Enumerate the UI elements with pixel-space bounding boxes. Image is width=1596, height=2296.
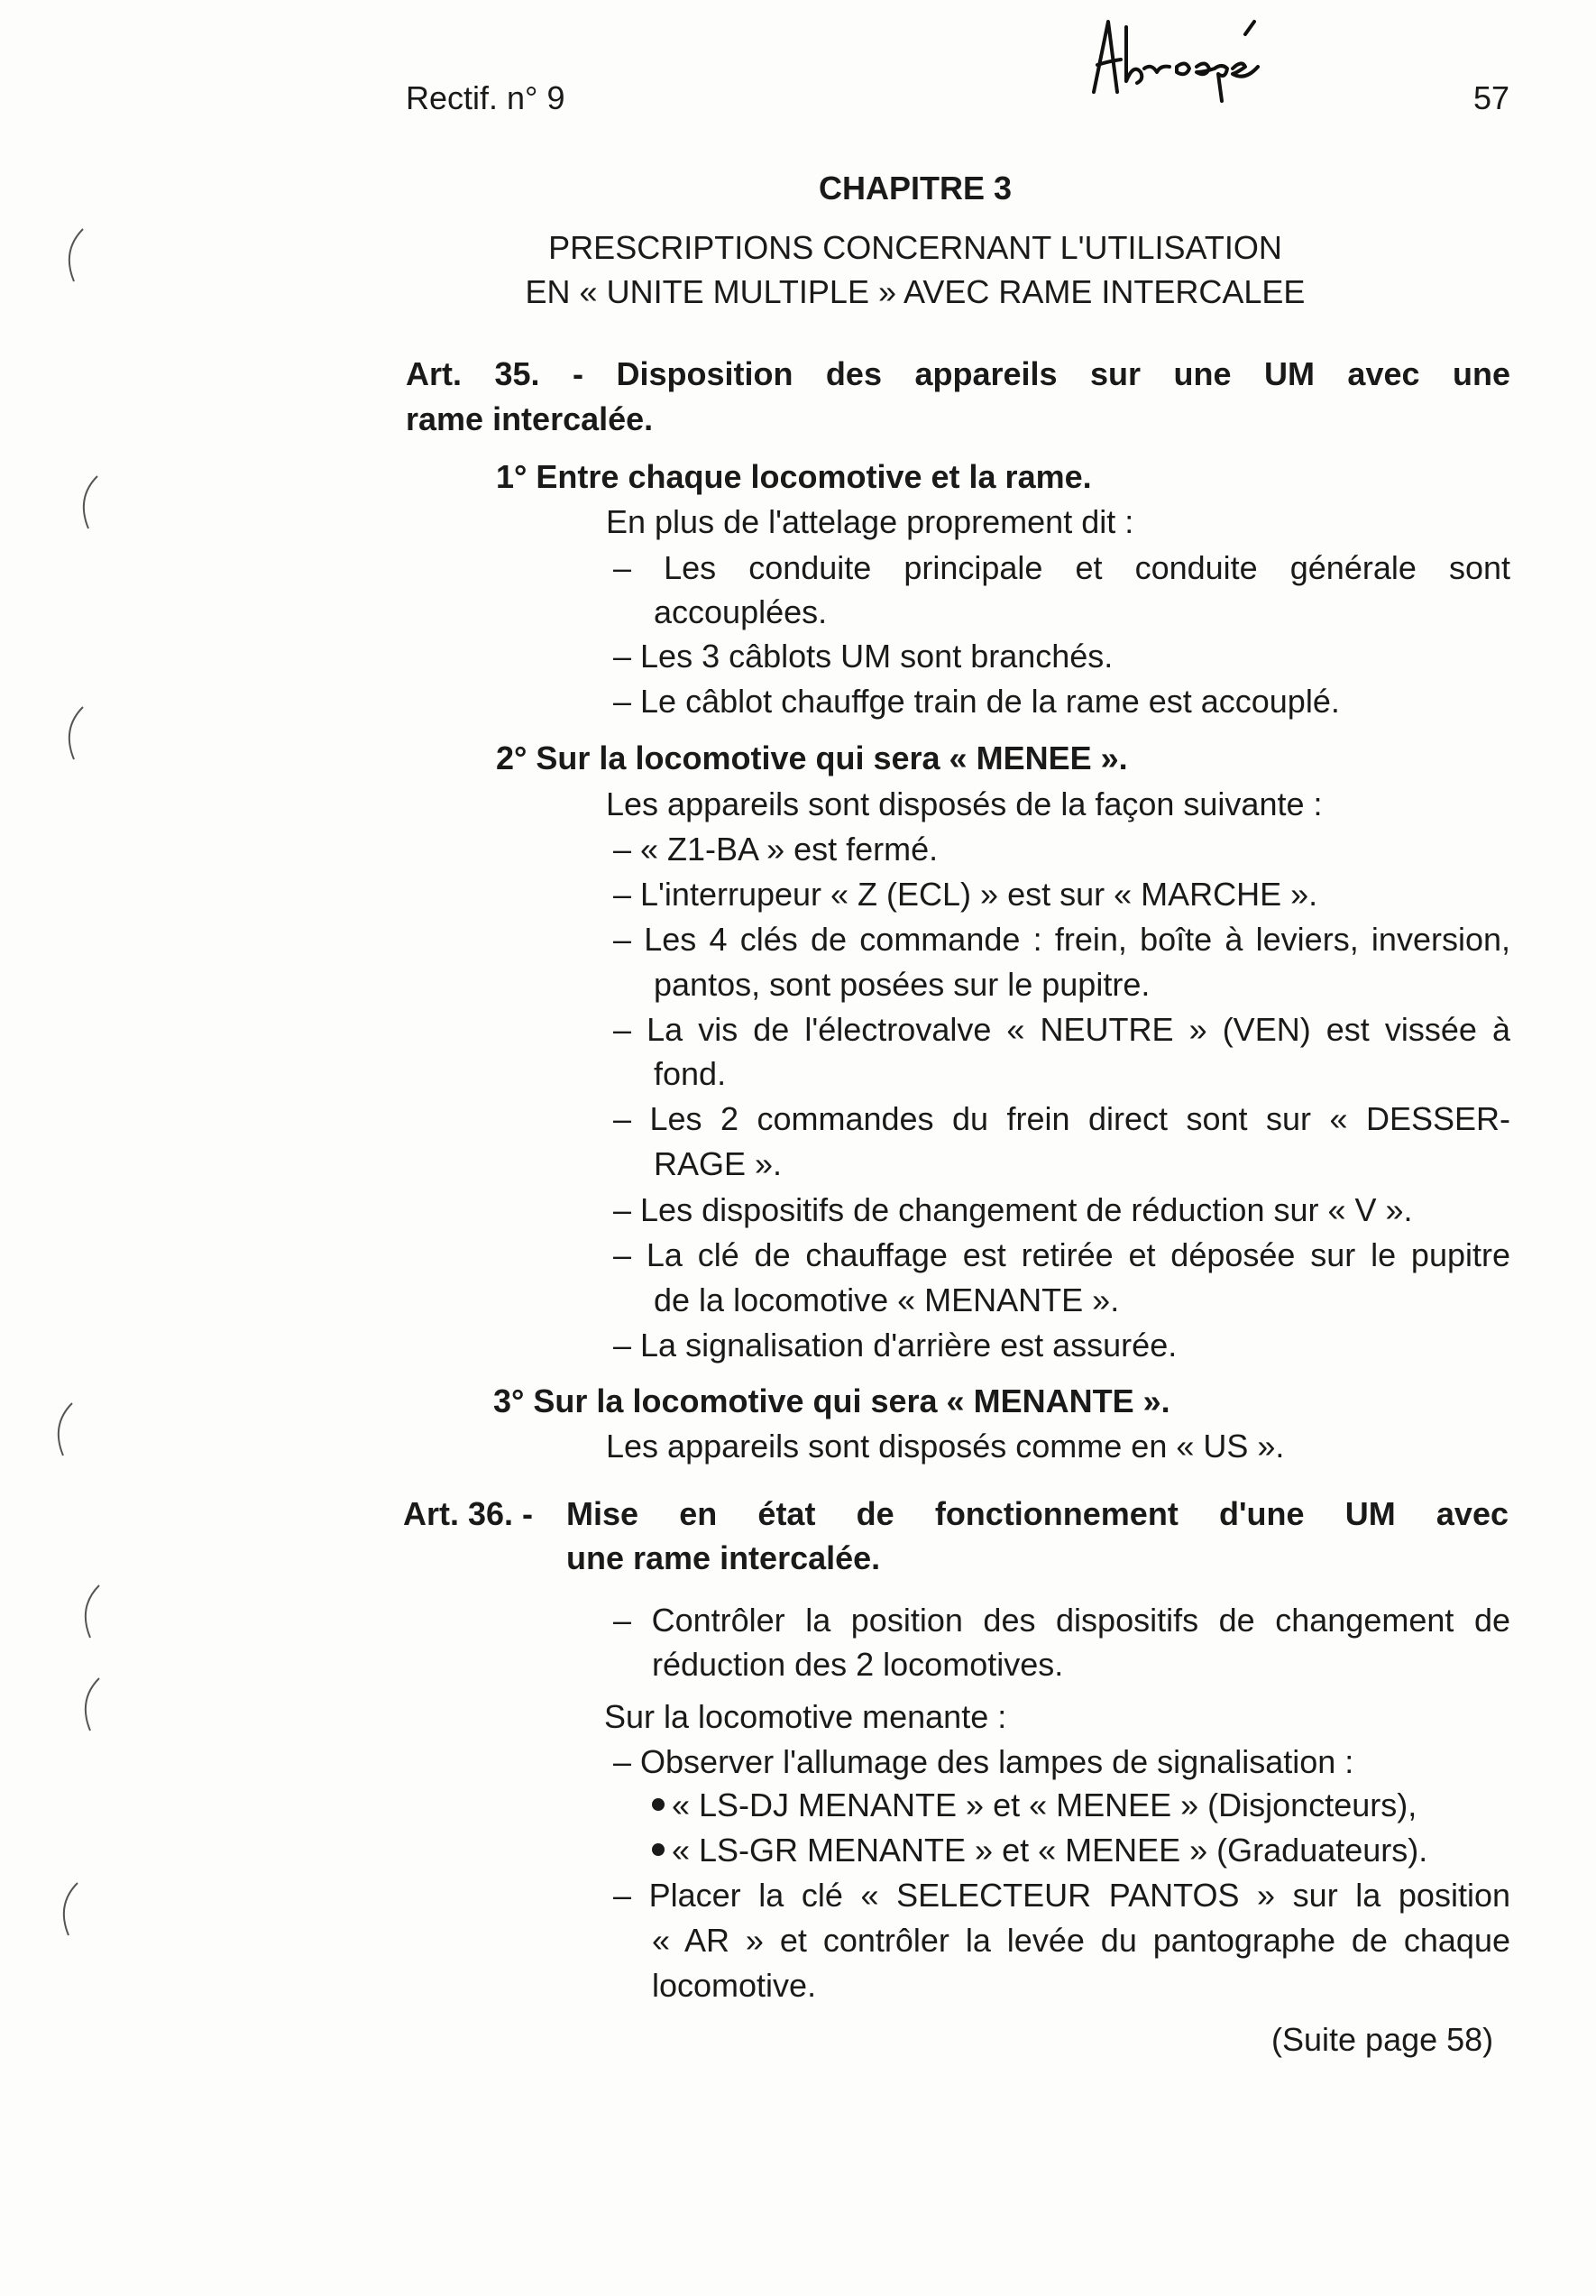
list-item: « AR » et contrôler la levée du pantographe de chaque <box>652 1922 1510 1959</box>
art35-section1-heading: 1° Entre chaque locomotive et la rame. <box>496 458 1092 495</box>
chapter-title: CHAPITRE 3 <box>818 170 1013 207</box>
list-item: – La vis de l'électrovalve « NEUTRE » (VEN) est vissée à <box>613 1011 1510 1048</box>
revision-label: Rectif. n° 9 <box>406 79 565 116</box>
bullet-icon <box>652 1798 665 1811</box>
list-item: – Les conduite principale et conduite générale sont <box>613 549 1510 586</box>
art35-section2-heading: 2° Sur la locomotive qui sera « MENEE ». <box>496 739 1128 776</box>
bullet-icon <box>652 1843 665 1856</box>
list-intro: Sur la locomotive menante : <box>604 1698 1007 1735</box>
list-item: – L'interrupeur « Z (ECL) » est sur « MARCHE ». <box>613 876 1318 913</box>
art36-heading-line2: une rame intercalée. <box>566 1539 881 1576</box>
binder-hole-mark <box>45 1398 81 1461</box>
page-number: 57 <box>1473 79 1510 116</box>
list-item: – Les 4 clés de commande : frein, boîte à leviers, inversion, <box>613 921 1510 958</box>
list-item: – Les 2 commandes du frein direct sont sur « DESSER- <box>613 1100 1510 1137</box>
list-item: – Les 3 câblots UM sont branchés. <box>613 638 1114 675</box>
chapter-subtitle-line2: EN « UNITE MULTIPLE » AVEC RAME INTERCALEE <box>525 273 1306 310</box>
binder-hole-mark <box>72 1673 108 1736</box>
bullet-item <box>652 1832 1427 1869</box>
list-item: – Contrôler la position des dispositifs de changement de <box>613 1602 1510 1639</box>
abroge-handwritten-stamp <box>1087 9 1316 108</box>
art35-section1-intro: En plus de l'attelage proprement dit : <box>606 503 1134 540</box>
list-item: réduction des 2 locomotives. <box>652 1646 1064 1683</box>
art35-section2-intro: Les appareils sont disposés de la façon suivante : <box>606 785 1323 822</box>
list-item: pantos, sont posées sur le pupitre. <box>654 966 1151 1003</box>
list-item: – Les dispositifs de changement de réduction sur « V ». <box>613 1191 1413 1228</box>
list-item: – Observer l'allumage des lampes de signalisation : <box>613 1743 1354 1780</box>
list-item: de la locomotive « MENANTE ». <box>654 1281 1120 1318</box>
art35-heading-line1: Art. 35. - Disposition des appareils sur une UM avec une <box>406 355 1510 392</box>
art36-heading-prefix: Art. 36. - <box>403 1495 534 1532</box>
chapter-subtitle-line1: PRESCRIPTIONS CONCERNANT L'UTILISATION <box>548 229 1282 266</box>
bullet-item <box>652 1786 1417 1824</box>
art35-section3-intro: Les appareils sont disposés comme en « US ». <box>606 1428 1285 1465</box>
bullet-text: « LS-GR MENANTE » et « MENEE » (Graduateurs). <box>672 1832 1428 1869</box>
binder-hole-mark <box>72 1580 108 1643</box>
art36-heading-line1: Mise en état de fonctionnement d'une UM avec <box>566 1495 1509 1532</box>
art35-heading-line2: rame intercalée. <box>406 400 654 437</box>
binder-hole-mark <box>56 224 92 287</box>
list-item: fond. <box>654 1055 727 1092</box>
binder-hole-mark <box>56 702 92 765</box>
list-item: – Le câblot chauffge train de la rame est accouplé. <box>613 683 1340 720</box>
list-item: – « Z1-BA » est fermé. <box>613 831 939 868</box>
list-item: RAGE ». <box>654 1145 783 1182</box>
list-item: accouplées. <box>654 593 828 630</box>
binder-hole-mark <box>50 1878 87 1941</box>
list-item: locomotive. <box>652 1967 817 2004</box>
art35-section3-heading: 3° Sur la locomotive qui sera « MENANTE ». <box>493 1382 1170 1419</box>
list-item: – La clé de chauffage est retirée et déposée sur le pupitre <box>613 1236 1510 1273</box>
binder-hole-mark <box>70 471 106 534</box>
list-item: – Placer la clé « SELECTEUR PANTOS » sur la position <box>613 1877 1510 1914</box>
list-item: – La signalisation d'arrière est assurée. <box>613 1327 1178 1364</box>
continued-note: (Suite page 58) <box>1271 2021 1494 2058</box>
bullet-text: « LS-DJ MENANTE » et « MENEE » (Disjoncteurs), <box>672 1786 1417 1823</box>
